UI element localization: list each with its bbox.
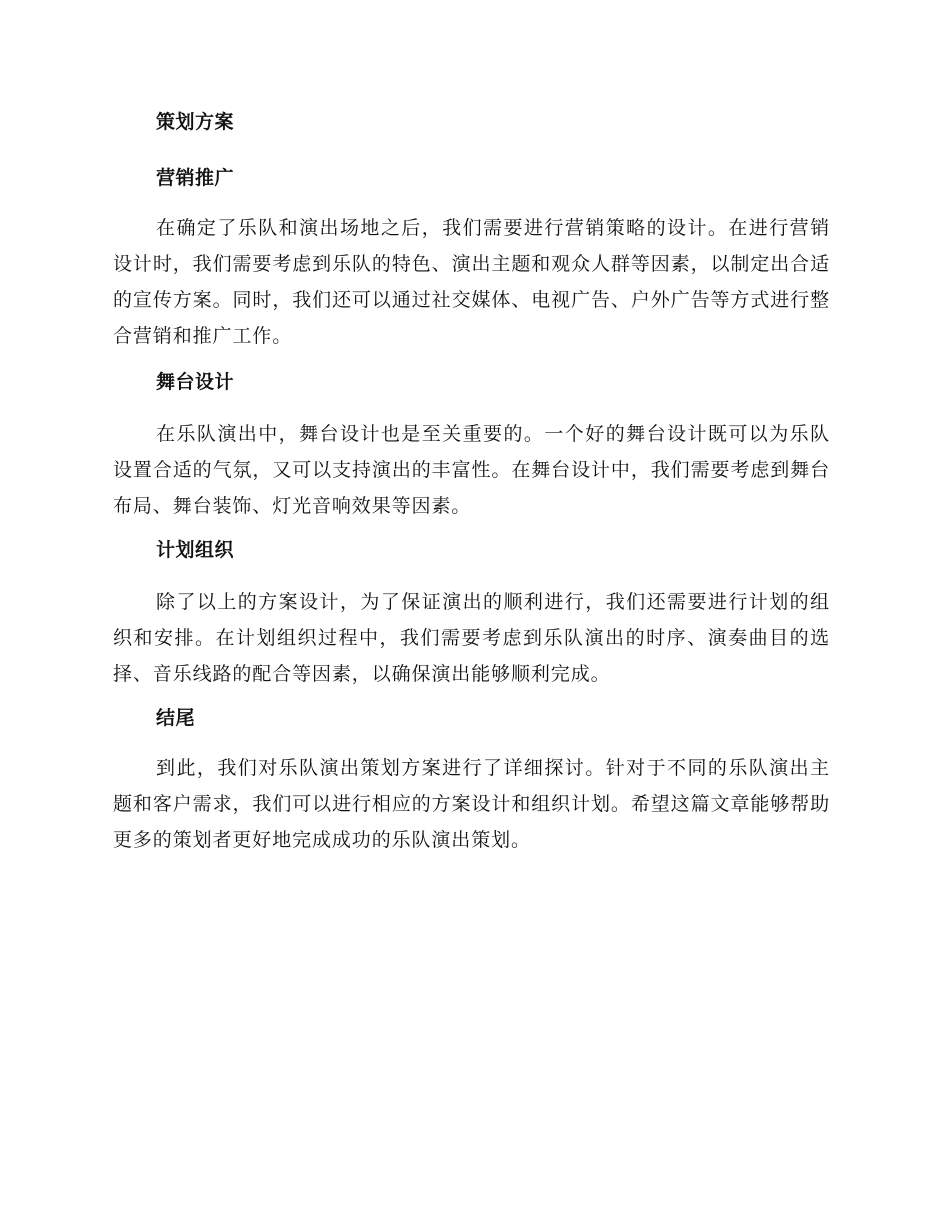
section-body-planning: 除了以上的方案设计，为了保证演出的顺利进行，我们还需要进行计划的组织和安排。在计划组织过程中，我们需要考虑到乐队演出的时序、演奏曲目的选择、音乐线路的配合等因素，以确保演出能够顺利完成。	[113, 591, 830, 685]
section-heading-stage-design: 舞台设计	[156, 371, 235, 393]
section-heading-marketing: 营销推广	[156, 167, 235, 189]
section-body-marketing: 在确定了乐队和演出场地之后，我们需要进行营销策略的设计。在进行营销设计时，我们需要考虑到乐队的特色、演出主题和观众人群等因素，以制定出合适的宣传方案。同时，我们还可以通过社交媒体、电视广告、户外广告等方式进行整合营销和推广工作。	[113, 217, 830, 347]
section-heading-planning: 计划组织	[156, 539, 235, 561]
document-title: 策划方案	[156, 111, 235, 133]
section-body-conclusion: 到此，我们对乐队演出策划方案进行了详细探讨。针对于不同的乐队演出主题和客户需求，我们可以进行相应的方案设计和组织计划。希望这篇文章能够帮助更多的策划者更好地完成成功的乐队演出策划。	[113, 757, 830, 851]
document-content	[113, 110, 830, 858]
section-heading-conclusion: 结尾	[156, 707, 196, 729]
section-body-stage-design: 在乐队演出中，舞台设计也是至关重要的。一个好的舞台设计既可以为乐队设置合适的气氛，又可以支持演出的丰富性。在舞台设计中，我们需要考虑到舞台布局、舞台装饰、灯光音响效果等因素。	[113, 423, 830, 517]
